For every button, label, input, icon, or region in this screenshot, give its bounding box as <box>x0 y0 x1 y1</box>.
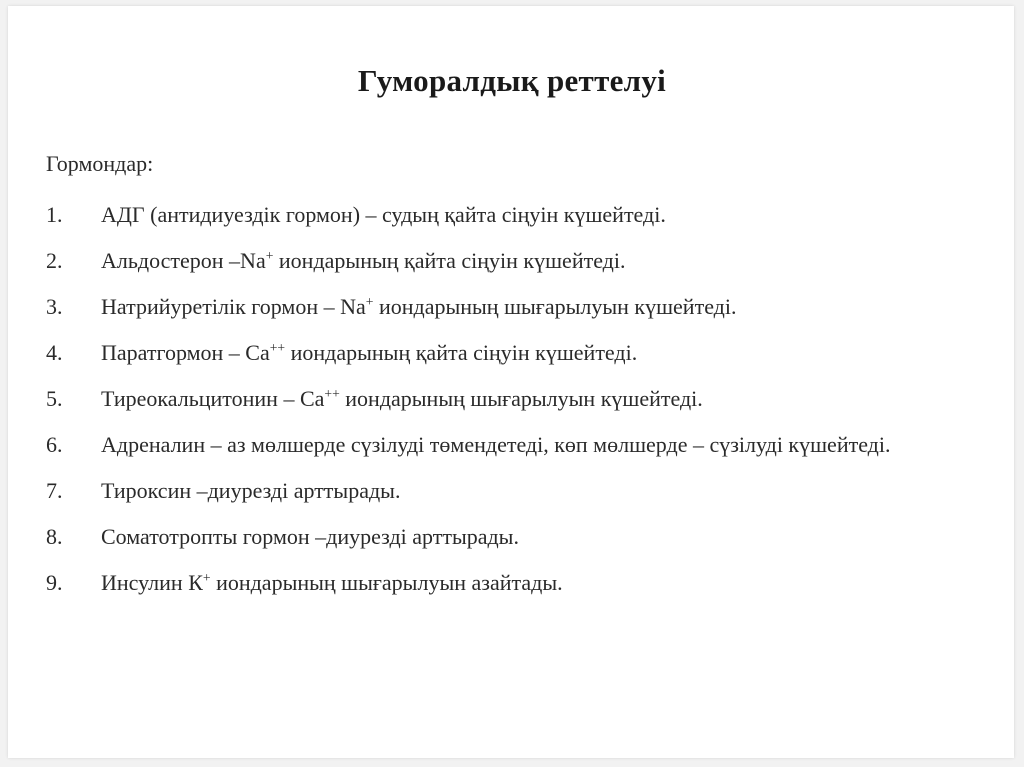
list-item <box>46 384 946 414</box>
list-item <box>46 246 946 276</box>
hormone-list <box>46 200 946 614</box>
item-number: 9. <box>46 570 63 595</box>
item-text: АДГ (антидиуездік гормон) – судың қайта сіңуін күшейтеді. <box>101 202 666 227</box>
item-number: 1. <box>46 202 63 227</box>
item-text: Альдостерон –Na+ иондарының қайта сіңуін күшейтеді. <box>101 247 626 273</box>
item-number: 5. <box>46 386 63 411</box>
item-number: 2. <box>46 248 63 273</box>
item-text: Тироксин –диурезді арттырады. <box>101 478 401 503</box>
item-number: 4. <box>46 340 63 365</box>
ion-charge: + <box>265 247 274 263</box>
intro-label: Гормондар: <box>46 151 154 176</box>
item-number: 3. <box>46 294 63 319</box>
item-number: 8. <box>46 524 63 549</box>
list-item <box>46 200 946 230</box>
item-number: 6. <box>46 432 63 457</box>
list-item <box>46 568 946 598</box>
ion-charge: ++ <box>269 339 286 355</box>
item-text: Адреналин – аз мөлшерде сүзілуді төмендетеді, көп мөлшерде – сүзілуді күшейтеді. <box>101 432 891 457</box>
item-number: 7. <box>46 478 63 503</box>
item-text: Соматотропты гормон –диурезді арттырады. <box>101 524 519 549</box>
item-text: Паратгормон – Ca++ иондарының қайта сіңуін күшейтеді. <box>101 339 638 365</box>
list-item <box>46 476 946 506</box>
list-item <box>46 430 946 460</box>
list-item <box>46 338 946 368</box>
ion-charge: ++ <box>324 385 340 401</box>
item-text: Инсулин К+ иондарының шығарылуын азайтады. <box>101 569 563 595</box>
ion-charge: + <box>365 293 374 309</box>
ion-charge: + <box>202 569 211 585</box>
list-item <box>46 522 946 552</box>
list-item <box>46 292 946 322</box>
slide-title: Гуморалдық реттелуі <box>357 63 667 98</box>
item-text: Тиреокальцитонин – Ca++ иондарының шығарылуын күшейтеді. <box>101 385 703 411</box>
item-text: Натрийуретілік гормон – Na+ иондарының шығарылуын күшейтеді. <box>101 293 737 319</box>
